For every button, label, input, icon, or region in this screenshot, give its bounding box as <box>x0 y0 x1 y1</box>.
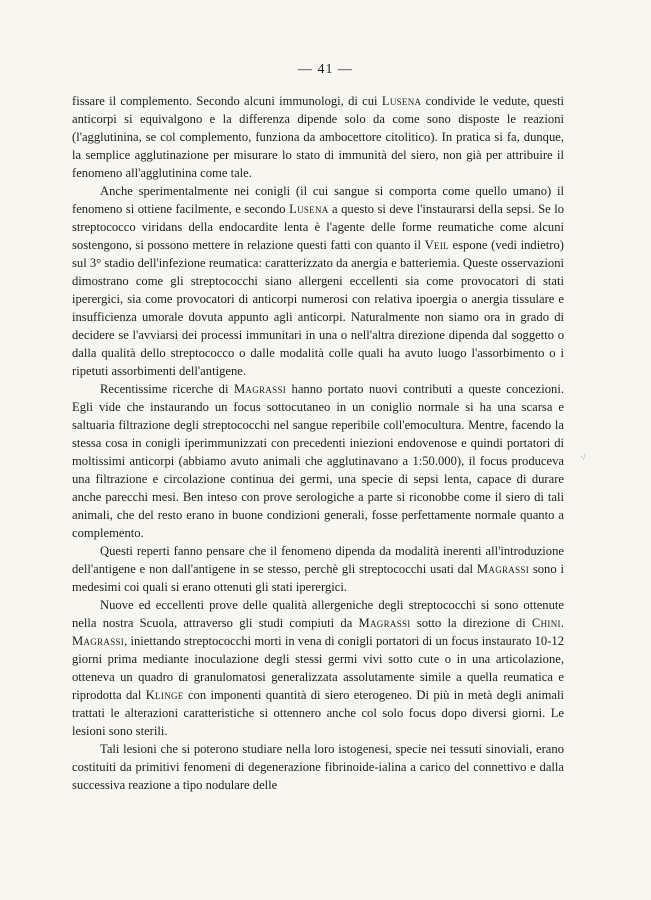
paragraph <box>72 596 564 740</box>
author-name: Lusena <box>381 94 422 108</box>
paragraph <box>72 380 564 542</box>
text-run: Recentissime ricerche di <box>100 382 234 396</box>
text-run: con imponenti quantità di siero eterogeneo. Di più in metà degli animali trattati le alterazioni caratteristiche si ottennero anche col solo focus dopo diversi giorni. Le lesioni sono sterili. <box>72 688 564 738</box>
text-run: . <box>560 616 564 630</box>
text-run: condivide le vedute, questi anticorpi si equivalgono e la differenza dipende solo da come sono disposte le reazioni (l'agglutinina, se col complemento, funziona da ambocettore citolitico). In pratica si fa, dunque, la semplice agglutinazione per misurare lo stato di immunità del siero, non già per attribuire il fenomeno all'agglutinina come tale. <box>72 94 564 180</box>
author-name: Klinge <box>145 688 184 702</box>
text-run: a questo si deve l'instaurarsi della sepsi. Se lo streptococco viridans della endocardite lenta è l'agente delle forme reumatiche come alcuni sostengono, si possono mettere in relazione questi fatti con quanto il <box>72 202 564 252</box>
text-run: sono i medesimi coi quali si erano ottenuti gli stati iperergici. <box>72 562 564 594</box>
paragraph <box>72 740 564 794</box>
text-run: hanno portato nuovi contributi a queste concezioni. Egli vide che instaurando un focus sottocutaneo in un coniglio normale si ha una scarsa e saltuaria filtrazione degli streptococchi nel sangue reperibile coll'emocultura. Mentre, facendo la stessa cosa in conigli iperimmunizzati con precedenti iniezioni endovenose e quindi portatori di moltissimi anticorpi (abbiamo avuto animali che agglutinavano a 1:50.000), il focus produceva una filtrazione e circolazione continua dei germi, una specie di sepsi lenta, capace di durare anche parecchi mesi. Ben inteso con prove serologiche a parte si riconobbe come il siero di tali animali, che del resto erano in buone condizioni generali, fosse perfettamente normale quanto a complemento. <box>72 382 564 540</box>
author-name: Magrassi <box>358 616 411 630</box>
paragraph <box>72 182 564 380</box>
paragraph <box>72 542 564 596</box>
text-run: sotto la direzione di <box>410 616 532 630</box>
margin-mark: ·/ <box>580 452 586 462</box>
page-number: — 41 — <box>298 62 353 77</box>
text-run: fissare il complemento. Secondo alcuni immunologi, di cui <box>72 94 382 108</box>
text-run: espone (vedi indietro) sul 3° stadio dell'infezione reumatica: caratterizzato da anergia e batteriemia. Queste osservazioni dimostrano come gli streptococchi siano allergeni eccellenti sia come provocatori di stati iperergici, sia come provocatori di anticorpi numerosi con relativa ipoergia o anergia tissulare e insufficienza umorale dovuta appunto agli anticorpi. Naturalmente non siamo ora in grado di decidere se l'avviarsi dei processi immunitari in una o nell'altra direzione dipenda dal soggetto o dalla qualità dello streptococco o dalle modalità colle quali ha avuto luogo l'assorbimento o i ripetuti assorbimenti dell'antigene. <box>72 238 564 378</box>
author-name: Magrassi <box>233 382 287 396</box>
text-run: Anche sperimentalmente nei conigli (il cui sangue si comporta come quello umano) il fenomeno si ottiene facilmente, e secondo <box>72 184 564 216</box>
text-run: Questi reperti fanno pensare che il fenomeno dipenda da modalità inerenti all'introduzione dell'antigene e non dall'antigene in se stesso, perchè gli streptococchi usati dal <box>72 544 564 576</box>
author-name: Chini <box>531 616 561 630</box>
text-run: Tali lesioni che si poterono studiare nella loro istogenesi, specie nei tessuti sinoviali, erano costituiti da primitivi fenomeni di degenerazione fibrinoide-ialina a carico del connettivo e dalla successiva reazione a tipo nodulare delle <box>72 742 564 792</box>
author-name: Veil <box>424 238 449 252</box>
author-name: Magrassi <box>476 562 530 576</box>
text-body <box>72 92 564 794</box>
author-name: Magrassi <box>72 634 125 648</box>
paragraph <box>72 92 564 182</box>
text-run: , iniettando streptococchi morti in vena di conigli portatori di un focus instaurato 10-12 giorni prima mediante inoculazione degli stessi germi vivi sotto cute o in una articolazione, otteneva un quadro di granulomatosi generalizzata assolutamente simile a quella reumatica e riprodotta dal <box>72 634 564 702</box>
author-name: Lusena <box>289 202 329 216</box>
text-run: Nuove ed eccellenti prove delle qualità allergeniche degli streptococchi si sono ottenute nella nostra Scuola, attraverso gli studi compiuti da <box>72 598 564 630</box>
